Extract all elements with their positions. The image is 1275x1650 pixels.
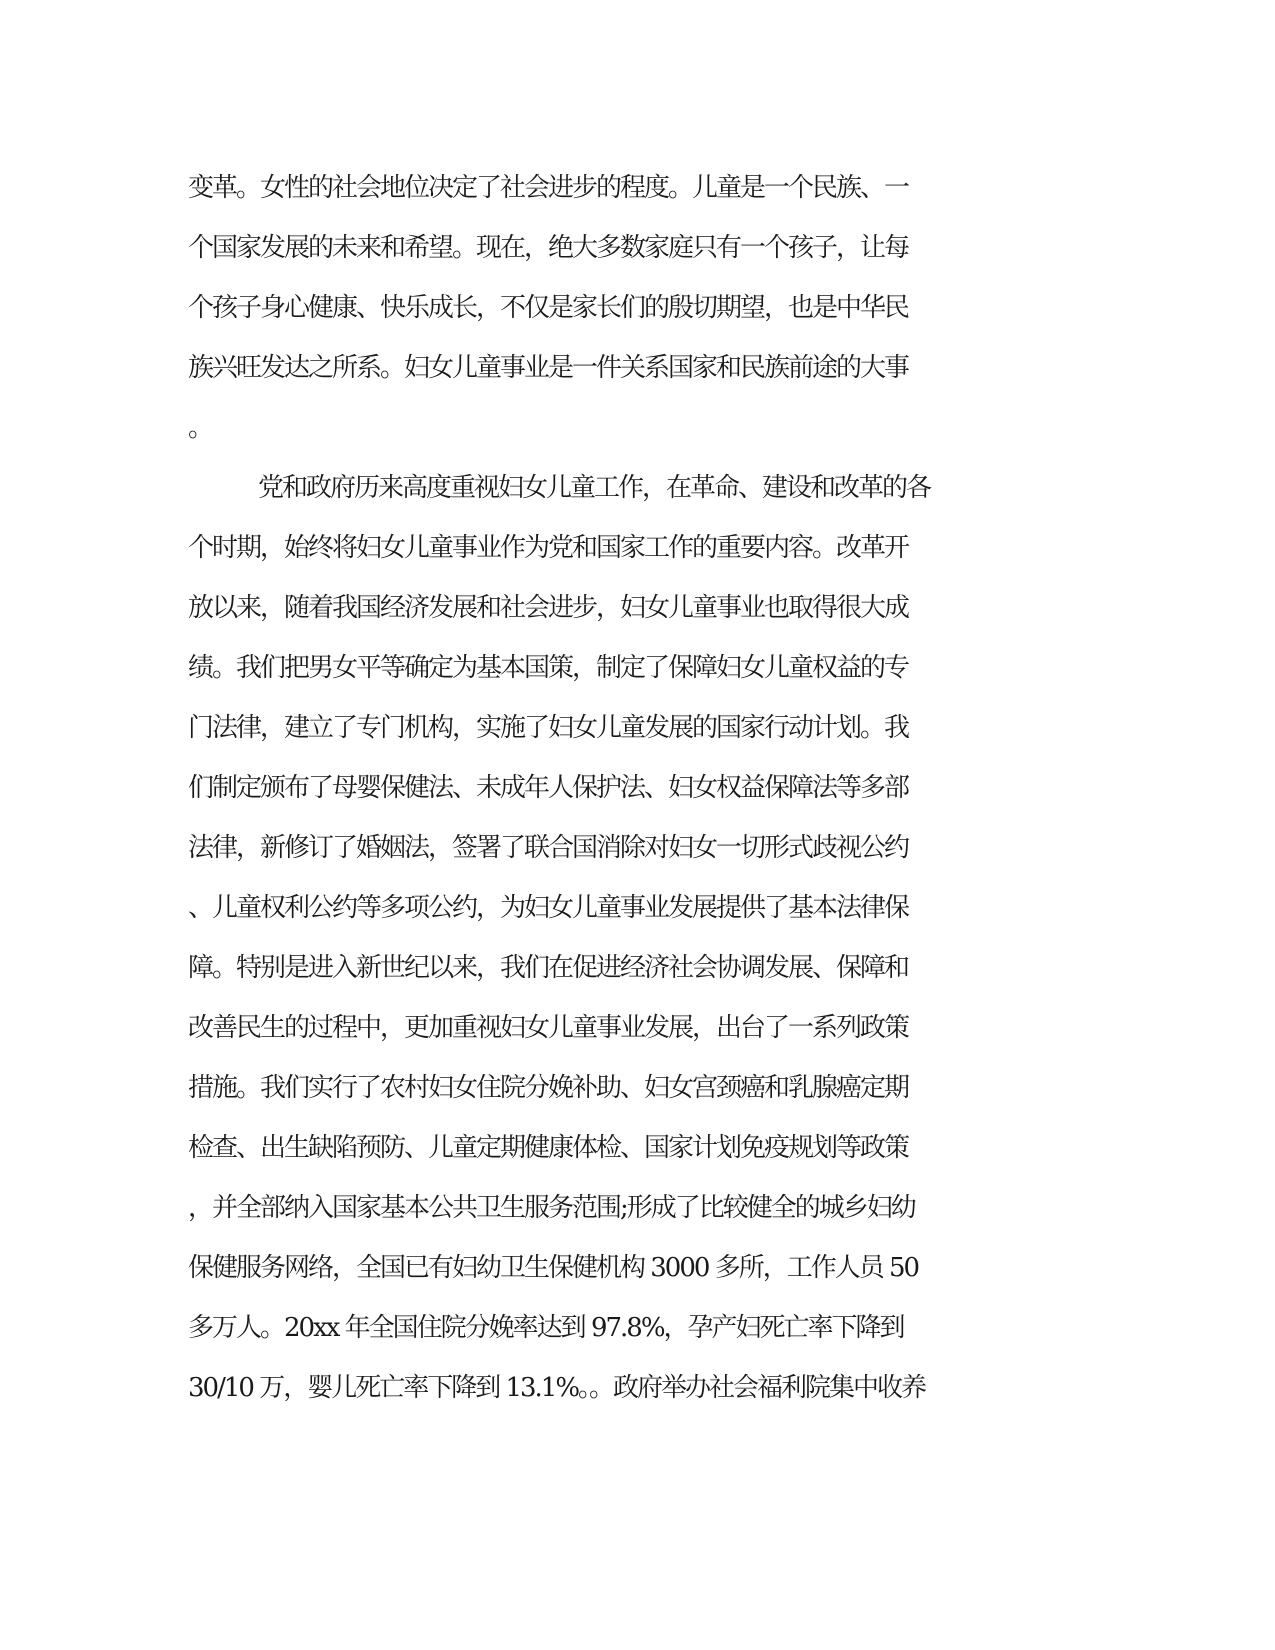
text-line: 们制定颁布了母婴保健法、未成年人保护法、妇女权益保障法等多部 [188, 773, 909, 803]
text-line: 个孩子身心健康、快乐成长，不仅是家长们的殷切期望，也是中华民 [188, 293, 909, 323]
text-line: 检查、出生缺陷预防、儿童定期健康体检、国家计划免疫规划等政策 [188, 1133, 909, 1163]
text-line: 变革。女性的社会地位决定了社会进步的程度。儿童是一个民族、一 [188, 173, 909, 203]
text-line: 保健服务网络，全国已有妇幼卫生保健机构 3000 多所，工作人员 50 [188, 1253, 919, 1283]
text-line: 30/10 万，婴儿死亡率下降到 13.1%。。政府举办社会福利院集中收养 [188, 1373, 926, 1403]
text-line: 门法律，建立了专门机构，实施了妇女儿童发展的国家行动计划。我 [188, 713, 909, 743]
text-line: 个时期，始终将妇女儿童事业作为党和国家工作的重要内容。改革开 [188, 533, 909, 563]
text-line: 。 [188, 413, 212, 443]
text-line: 法律，新修订了婚姻法，签署了联合国消除对妇女一切形式歧视公约 [188, 833, 909, 863]
text-line: 、儿童权利公约等多项公约，为妇女儿童事业发展提供了基本法律保 [188, 893, 909, 923]
text-line: 绩。我们把男女平等确定为基本国策，制定了保障妇女儿童权益的专 [188, 653, 909, 683]
text-line: 个国家发展的未来和希望。现在，绝大多数家庭只有一个孩子，让每 [188, 233, 909, 263]
text-line: ，并全部纳入国家基本公共卫生服务范围;形成了比较健全的城乡妇幼 [188, 1193, 915, 1223]
text-line: 措施。我们实行了农村妇女住院分娩补助、妇女宫颈癌和乳腺癌定期 [188, 1073, 909, 1103]
text-line: 族兴旺发达之所系。妇女儿童事业是一件关系国家和民族前途的大事 [188, 353, 909, 383]
text-line: 放以来，随着我国经济发展和社会进步，妇女儿童事业也取得很大成 [188, 593, 909, 623]
paragraph-first-line: 党和政府历来高度重视妇女儿童工作，在革命、建设和改革的各 [258, 473, 931, 503]
text-line: 障。特别是进入新世纪以来，我们在促进经济社会协调发展、保障和 [188, 953, 909, 983]
text-line: 改善民生的过程中，更加重视妇女儿童事业发展，出台了一系列政策 [188, 1013, 909, 1043]
text-line: 多万人。20xx 年全国住院分娩率达到 97.8%，孕产妇死亡率下降到 [188, 1313, 904, 1343]
